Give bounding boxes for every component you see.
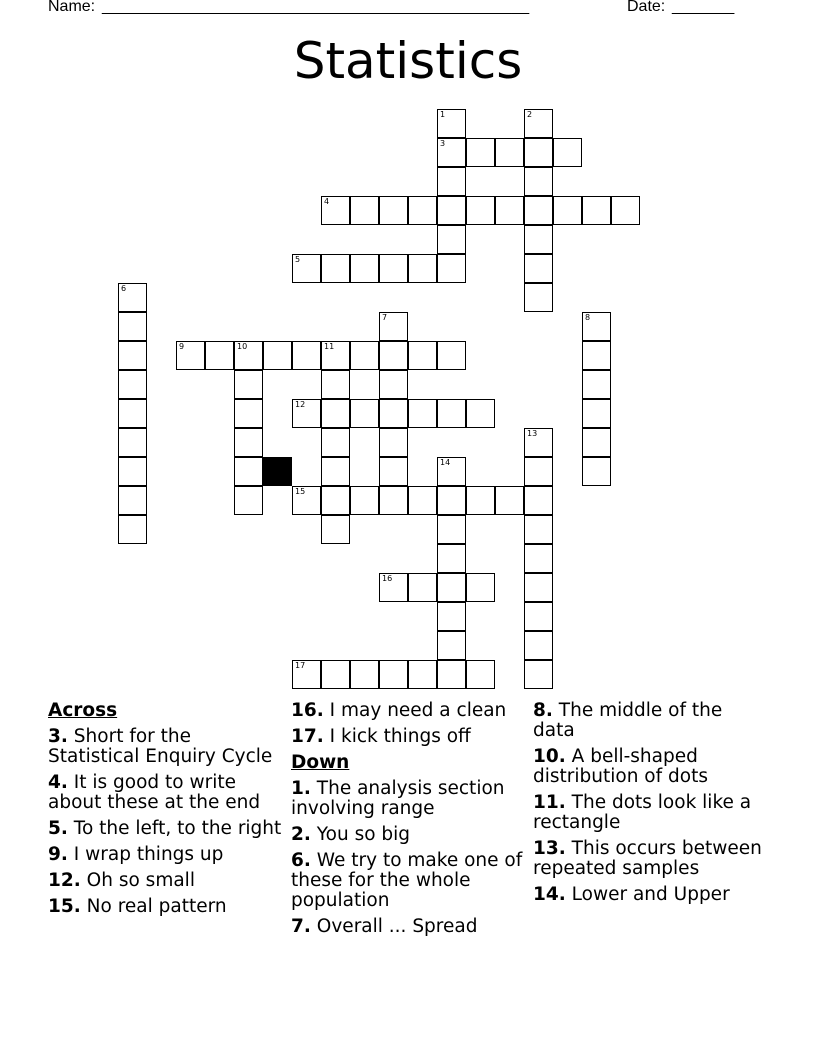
clue-down-6: 6. We try to make one of these for the whole population [291,850,523,911]
clue-down-1: 1. The analysis section involving range [291,778,505,819]
grid-cell[interactable] [582,428,611,457]
grid-cell[interactable] [350,196,379,225]
cell-number: 11 [324,342,335,351]
grid-cell[interactable] [321,660,350,689]
grid-cell[interactable] [437,544,466,573]
clue-across-4: 4. It is good to write about these at the end [48,772,261,813]
clue-down-7: 7. Overall ... Spread [291,916,478,937]
clue-down-10: 10. A bell-shaped distribution of dots [533,746,708,787]
grid-cell[interactable] [292,341,321,370]
grid-cell[interactable] [437,254,466,283]
grid-cell[interactable] [321,399,350,428]
grid-cell[interactable] [350,254,379,283]
grid-cell[interactable] [379,399,408,428]
grid-cell[interactable] [437,109,466,138]
grid-cell[interactable] [437,486,466,515]
clue-column-2 [291,701,523,943]
grid-cell[interactable] [524,457,553,486]
clue-down-8: 8. The middle of the data [533,700,723,741]
grid-cell[interactable] [292,399,321,428]
grid-cell[interactable] [524,196,553,225]
clue-down-14: 14. Lower and Upper [533,884,730,905]
across-heading: Across [48,700,118,721]
grid-cell[interactable] [379,457,408,486]
grid-cell[interactable] [408,573,437,602]
grid-cell[interactable] [437,167,466,196]
grid-cell[interactable] [466,196,495,225]
cell-number: 4 [324,197,330,206]
grid-cell[interactable] [234,486,263,515]
cell-number: 6 [121,284,127,293]
grid-cell[interactable] [379,370,408,399]
black-cell [263,457,292,486]
clue-across-3: 3. Short for the Statistical Enquiry Cycle [48,726,273,767]
grid-cell[interactable] [437,515,466,544]
grid-cell[interactable] [350,399,379,428]
grid-cell[interactable] [437,457,466,486]
grid-cell[interactable] [524,109,553,138]
grid-cell[interactable] [321,515,350,544]
grid-cell[interactable] [379,196,408,225]
grid-cell[interactable] [379,254,408,283]
grid-cell[interactable] [379,573,408,602]
grid-cell[interactable] [524,602,553,631]
name-label: Name: [48,0,96,15]
grid-cell[interactable] [524,428,553,457]
grid-cell[interactable] [408,399,437,428]
grid-cell[interactable] [524,167,553,196]
grid-cell[interactable] [466,399,495,428]
cell-number: 14 [440,458,451,467]
cell-number: 13 [527,429,538,438]
grid-cell[interactable] [379,660,408,689]
grid-cell[interactable] [205,341,234,370]
grid-cell[interactable] [524,544,553,573]
cell-number: 16 [382,574,393,583]
grid-cell[interactable] [582,341,611,370]
grid-cell[interactable] [118,341,147,370]
clue-down-2: 2. You so big [291,824,411,845]
grid-cell[interactable] [524,486,553,515]
grid-cell[interactable] [321,457,350,486]
grid-cell[interactable] [176,341,205,370]
cell-number: 9 [179,342,185,351]
grid-cell[interactable] [379,486,408,515]
grid-cell[interactable] [408,254,437,283]
grid-cell[interactable] [524,631,553,660]
grid-cell[interactable] [582,312,611,341]
grid-cell[interactable] [524,138,553,167]
grid-cell[interactable] [118,399,147,428]
grid-cell[interactable] [437,660,466,689]
grid-cell[interactable] [437,341,466,370]
grid-cell[interactable] [524,225,553,254]
grid-cell[interactable] [495,138,524,167]
grid-cell[interactable] [234,341,263,370]
grid-cell[interactable] [408,341,437,370]
clue-across-12: 12. Oh so small [48,870,195,891]
grid-cell[interactable] [263,341,292,370]
grid-cell[interactable] [553,138,582,167]
page-title: Statistics [293,32,523,90]
clue-column-3 [533,701,763,911]
grid-cell[interactable] [118,515,147,544]
grid-cell[interactable] [118,486,147,515]
grid-cell[interactable] [408,196,437,225]
grid-cell[interactable] [379,341,408,370]
grid-cell[interactable] [234,370,263,399]
grid-cell[interactable] [350,660,379,689]
grid-cell[interactable] [466,486,495,515]
grid-cell[interactable] [321,196,350,225]
grid-cell[interactable] [379,312,408,341]
grid-cell[interactable] [466,573,495,602]
grid-cell[interactable] [408,486,437,515]
grid-cell[interactable] [466,660,495,689]
grid-cell[interactable] [582,196,611,225]
grid-cell[interactable] [437,602,466,631]
clue-across-15: 15. No real pattern [48,896,227,917]
grid-cell[interactable] [437,196,466,225]
grid-cell[interactable] [118,457,147,486]
grid-cell[interactable] [408,660,437,689]
grid-cell[interactable] [524,283,553,312]
grid-cell[interactable] [524,515,553,544]
grid-cell[interactable] [437,399,466,428]
clue-column-1 [48,701,288,923]
cell-number: 7 [382,313,388,322]
grid-cell[interactable] [553,196,582,225]
cell-number: 5 [295,255,301,264]
grid-cell[interactable] [292,254,321,283]
grid-cell[interactable] [437,225,466,254]
clue-across-17: 17. I kick things off [291,726,471,747]
grid-cell[interactable] [118,370,147,399]
grid-cell[interactable] [321,341,350,370]
cell-number: 15 [295,487,306,496]
cell-number: 3 [440,139,446,148]
grid-cell[interactable] [292,486,321,515]
grid-cell[interactable] [524,254,553,283]
grid-cell[interactable] [234,457,263,486]
date-line: _______ [672,0,735,15]
name-line: ________________________________________________ [102,0,530,15]
grid-cell[interactable] [292,660,321,689]
grid-cell[interactable] [437,631,466,660]
grid-cell[interactable] [321,254,350,283]
cell-number: 1 [440,110,446,119]
down-heading: Down [291,752,350,773]
grid-cell[interactable] [118,283,147,312]
grid-cell[interactable] [350,341,379,370]
cell-number: 8 [585,313,591,322]
grid-cell[interactable] [495,196,524,225]
grid-cell[interactable] [611,196,640,225]
clue-across-9: 9. I wrap things up [48,844,224,865]
grid-cell[interactable] [350,486,379,515]
cell-number: 10 [237,342,248,351]
cell-number: 2 [527,110,533,119]
grid-cell[interactable] [234,428,263,457]
grid-cell[interactable] [118,428,147,457]
grid-cell[interactable] [524,573,553,602]
grid-cell[interactable] [321,428,350,457]
grid-cell[interactable] [495,486,524,515]
clue-across-16: 16. I may need a clean [291,700,507,721]
grid-cell[interactable] [582,457,611,486]
clue-down-13: 13. This occurs between repeated samples [533,838,762,879]
grid-cell[interactable] [118,312,147,341]
cell-number: 12 [295,400,306,409]
grid-cell[interactable] [379,428,408,457]
grid-cell[interactable] [437,138,466,167]
grid-cell[interactable] [321,370,350,399]
clue-down-11: 11. The dots look like a rectangle [533,792,752,833]
grid-cell[interactable] [321,486,350,515]
grid-cell[interactable] [466,138,495,167]
grid-cell[interactable] [524,660,553,689]
clue-across-5: 5. To the left, to the right [48,818,282,839]
cell-number: 17 [295,661,306,670]
date-label: Date: [627,0,666,15]
grid-cell[interactable] [437,573,466,602]
grid-cell[interactable] [234,399,263,428]
grid-cell[interactable] [582,370,611,399]
grid-cell[interactable] [582,399,611,428]
